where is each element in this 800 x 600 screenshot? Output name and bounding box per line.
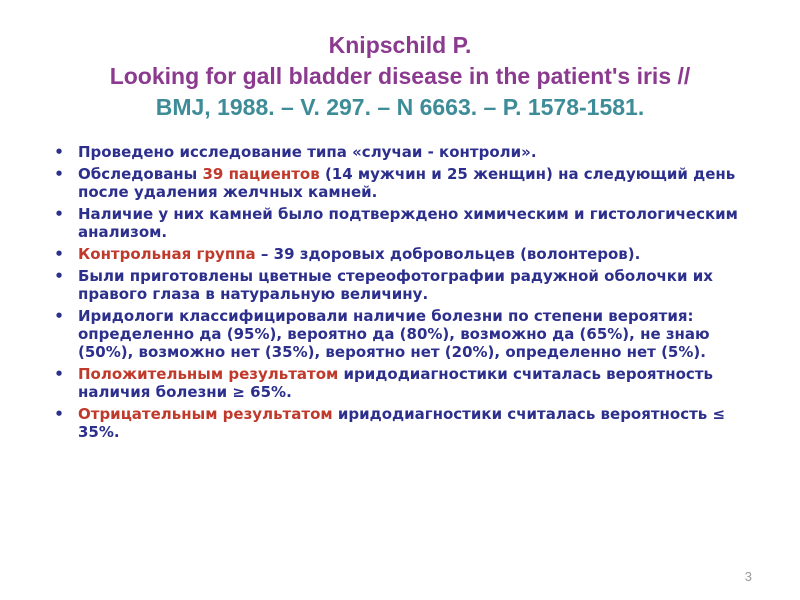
slide-title xyxy=(40,30,760,123)
list-item xyxy=(52,405,752,441)
bullet-text-pre: Обследованы xyxy=(78,165,203,183)
bullet-highlight: Отрицательным результатом xyxy=(78,405,333,423)
bullet-text: Иридологи классифицировали наличие болезни по степени вероятия: определенно да (95%), вероятно да (80%), возможно да (65%), не знаю (50%), возможно нет (35%), вероятно нет (20%), определенно нет (5%). xyxy=(78,307,710,361)
bullet-dot-icon: • xyxy=(54,307,64,325)
list-item xyxy=(52,307,752,361)
bullet-highlight: Контрольная группа xyxy=(78,245,256,263)
bullet-highlight: Положительным результатом xyxy=(78,365,339,383)
title-article: Looking for gall bladder disease in the patient's iris // xyxy=(109,63,691,89)
bullet-text-post: иридодиагностики считалась вероятность наличия болезни ≥ 65%. xyxy=(78,365,713,401)
list-item xyxy=(52,205,752,241)
list-item xyxy=(52,365,752,401)
bullet-dot-icon: • xyxy=(54,245,64,263)
title-citation: BMJ, 1988. – V. 297. – N 6663. – P. 1578-1581. xyxy=(155,94,645,120)
bullet-highlight: 39 пациентов xyxy=(202,165,320,183)
bullet-text: Наличие у них камней было подтверждено химическим и гистологическим анализом. xyxy=(78,205,738,241)
bullet-list xyxy=(52,143,752,445)
bullet-dot-icon: • xyxy=(54,405,64,423)
list-item xyxy=(52,143,752,161)
title-author: Knipschild P. xyxy=(328,32,472,58)
bullet-dot-icon: • xyxy=(54,143,64,161)
list-item xyxy=(52,165,752,201)
bullet-dot-icon: • xyxy=(54,165,64,183)
bullet-text: Проведено исследование типа «случаи - контроли». xyxy=(78,143,537,161)
bullet-text-post: (14 мужчин и 25 женщин) на следующий день после удаления желчных камней. xyxy=(78,165,736,201)
bullet-text-post: иридодиагностики считалась вероятность ≤ 35%. xyxy=(78,405,726,441)
bullet-dot-icon: • xyxy=(54,205,64,223)
bullet-dot-icon: • xyxy=(54,267,64,285)
list-item xyxy=(52,245,752,263)
bullet-text: Были приготовлены цветные стереофотографии радужной оболочки их правого глаза в натуральную величину. xyxy=(78,267,713,303)
bullet-text-post: – 39 здоровых добровольцев (волонтеров). xyxy=(255,245,641,263)
bullet-dot-icon: • xyxy=(54,365,64,383)
slide-number: 3 xyxy=(744,569,752,584)
list-item xyxy=(52,267,752,303)
